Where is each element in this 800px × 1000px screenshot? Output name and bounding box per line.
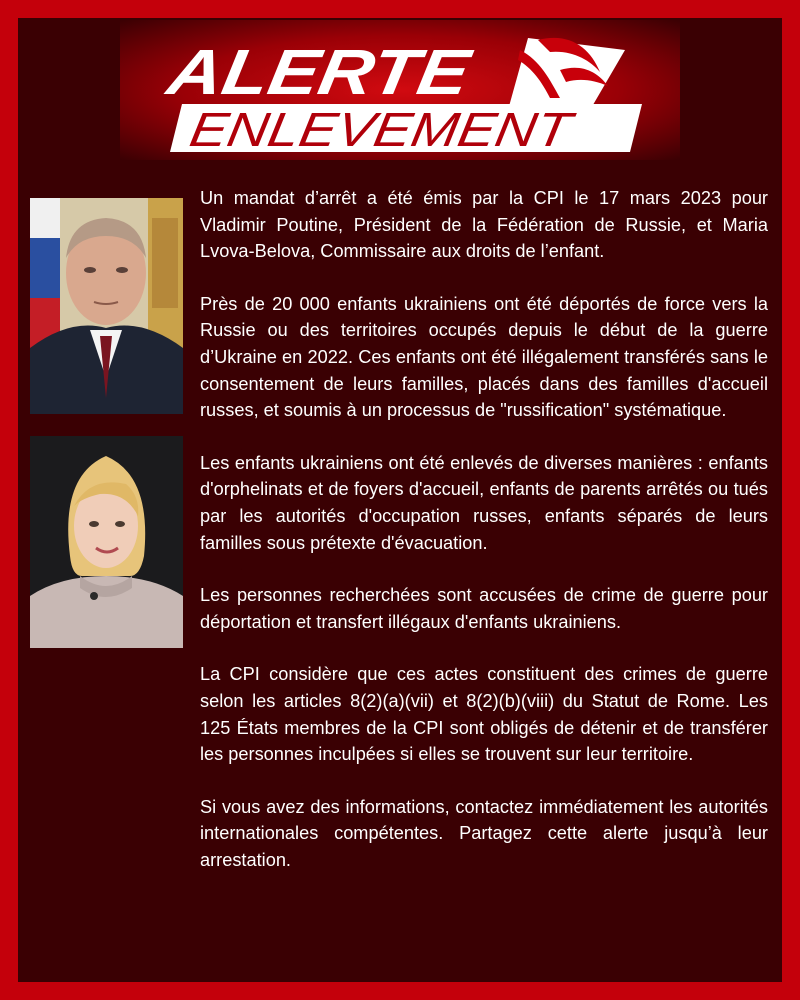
portrait-lvova-belova-image <box>30 436 183 648</box>
bird-emblem-icon <box>508 38 625 110</box>
paragraph-call-to-action: Si vous avez des informations, contactez immédiatement les autorités internationales compétentes. Partagez cette alerte jusqu’à leur arrestation. <box>200 796 768 870</box>
portrait-lvova-belova <box>30 436 183 648</box>
alert-body <box>200 185 768 899</box>
portrait-putin <box>30 198 183 414</box>
portrait-putin-image <box>30 198 183 414</box>
banner-line2: ENLEVEMENT <box>185 103 521 157</box>
banner-line1: ALERTE <box>162 36 430 108</box>
alert-banner <box>120 20 680 160</box>
paragraph-warrant: Un mandat d’arrêt a été émis par la CPI le 17 mars 2023 pour Vladimir Poutine, Président de la Fédération de Russie, et Maria Lvova-Belova, Commissaire aux droits de l’enfant. <box>200 188 768 262</box>
paragraph-deportation: Près de 20 000 enfants ukrainiens ont été déportés de force vers la Russie ou des territoires occupés depuis le début de la guerre d’Ukraine en 2022. Ces enfants ont été illégalement transférés sans le consentement de leurs familles, placés dans des familles d'accueil russes, et soumis à un processus de "russification" systématique. <box>200 293 768 421</box>
alert-logo <box>120 20 680 160</box>
paragraph-legal-basis: La CPI considère que ces actes constituent des crimes de guerre selon les articles 8(2)(a)(vii) et 8(2)(b)(viii) du Statut de Rome. Les 125 États membres de la CPI sont obligés de détenir et de transférer les personnes inculpées si elles se trouvent sur leur territoire. <box>200 664 768 765</box>
paragraph-methods: Les enfants ukrainiens ont été enlevés de diverses manières : enfants d'orphelinats et de foyers d'accueil, enfants de parents arrêtés ou tués par les autorités d'occupation russes, enfants séparés de leurs familles sous prétexte d'évacuation. <box>200 452 768 553</box>
paragraph-charges: Les personnes recherchées sont accusées de crime de guerre pour déportation et transfert illégaux d'enfants ukrainiens. <box>200 585 768 632</box>
